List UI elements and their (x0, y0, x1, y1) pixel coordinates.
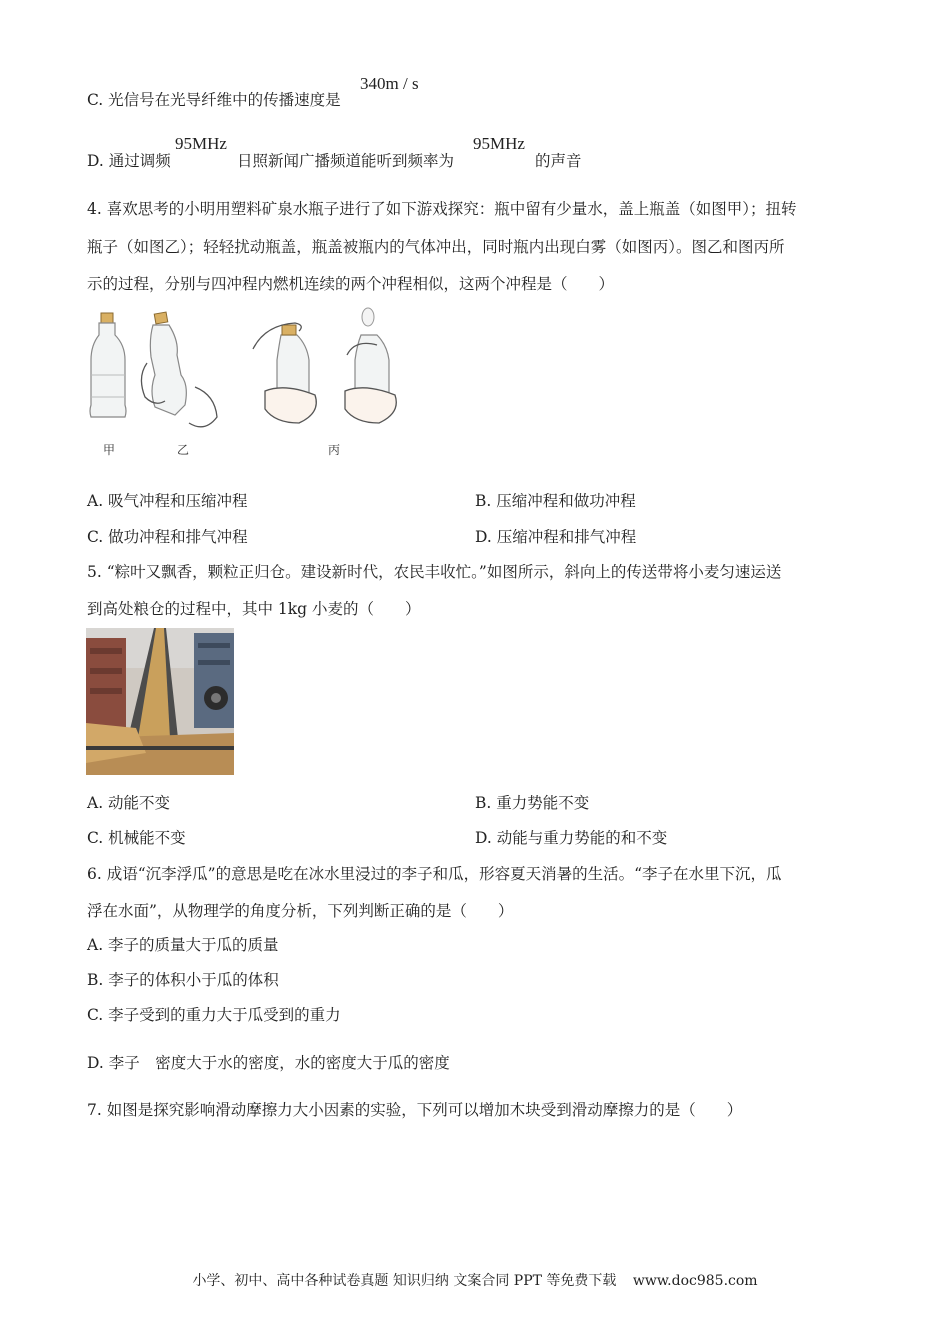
bottle-bing-left (253, 323, 316, 423)
q3-option-d-middle: 日照新闻广播频道能听到频率为 (237, 152, 455, 170)
q6-option-b: B. 李子的体积小于瓜的体积 (87, 971, 279, 989)
q4-option-d: D. 压缩冲程和排气冲程 (475, 528, 637, 546)
q5-option-b: B. 重力势能不变 (475, 794, 590, 812)
q6-stem-line1: 6. 成语“沉李浮瓜”的意思是吃在冰水里浸过的李子和瓜，形容夏天消暑的生活。“李子在水里下沉，瓜 (87, 865, 782, 883)
bottle-jia (90, 313, 126, 417)
q3-option-d-prefix: D. 通过调频 (87, 152, 171, 170)
wheat-conveyor-photo (86, 628, 234, 775)
q4-option-c: C. 做功冲程和排气冲程 (87, 528, 248, 546)
q5-option-d: D. 动能与重力势能的和不变 (475, 829, 668, 847)
bottle-experiment-figure (85, 305, 405, 440)
q5-stem-line1: 5. “粽叶又飘香，颗粒正归仓。建设新时代，农民丰收忙。”如图所示，斜向上的传送带将小麦匀速运送 (87, 563, 782, 581)
q6-option-c: C. 李子受到的重力大于瓜受到的重力 (87, 1006, 341, 1024)
q3-option-c-text: C. 光信号在光导纤维中的传播速度是 (87, 91, 341, 109)
q5-stem-line2: 到高处粮仓的过程中，其中 1kg 小麦的（ ） (87, 600, 421, 618)
bottle-bing-right (345, 308, 396, 423)
q4-stem-line1: 4. 喜欢思考的小明用塑料矿泉水瓶子进行了如下游戏探究：瓶中留有少量水，盖上瓶盖（如图甲）；扭转 (87, 200, 797, 218)
figure-caption-yi: 乙 (177, 443, 190, 457)
q4-stem-line2: 瓶子（如图乙）；轻轻扰动瓶盖，瓶盖被瓶内的气体冲出，同时瓶内出现白雾（如图丙）。图乙和图丙所 (87, 238, 785, 256)
q6-option-a: A. 李子的质量大于瓜的质量 (87, 936, 279, 954)
footer-promo-text: 小学、初中、高中各种试卷真题 知识归纳 文案合同 PPT 等免费下载 (192, 1273, 617, 1289)
q6-stem-line2: 浮在水面”，从物理学的角度分析，下列判断正确的是（ ） (87, 902, 514, 920)
q3-option-c-math: 340m / s (360, 74, 419, 93)
figure-caption-jia: 甲 (103, 443, 116, 457)
q3-option-d-suffix: 的声音 (535, 152, 582, 170)
q4-option-b: B. 压缩冲程和做功冲程 (475, 492, 636, 510)
q3-option-d-math1: 95MHz (175, 134, 227, 153)
q3-option-d-math2: 95MHz (473, 134, 525, 153)
q4-option-a: A. 吸气冲程和压缩冲程 (87, 492, 248, 510)
q7-stem-line1: 7. 如图是探究影响滑动摩擦力大小因素的实验，下列可以增加木块受到滑动摩擦力的是（ ） (87, 1101, 743, 1119)
q4-stem-line3: 示的过程，分别与四冲程内燃机连续的两个冲程相似，这两个冲程是（ ） (87, 275, 615, 293)
page-footer (0, 1270, 950, 1290)
q5-option-a: A. 动能不变 (87, 794, 171, 812)
footer-website-link[interactable]: www.doc985.com (632, 1273, 758, 1289)
q5-option-c: C. 机械能不变 (87, 829, 186, 847)
figure-caption-bing: 丙 (328, 443, 341, 457)
bottle-yi (141, 312, 217, 427)
q6-option-d: D. 李子 密度大于水的密度，水的密度大于瓜的密度 (87, 1054, 450, 1072)
